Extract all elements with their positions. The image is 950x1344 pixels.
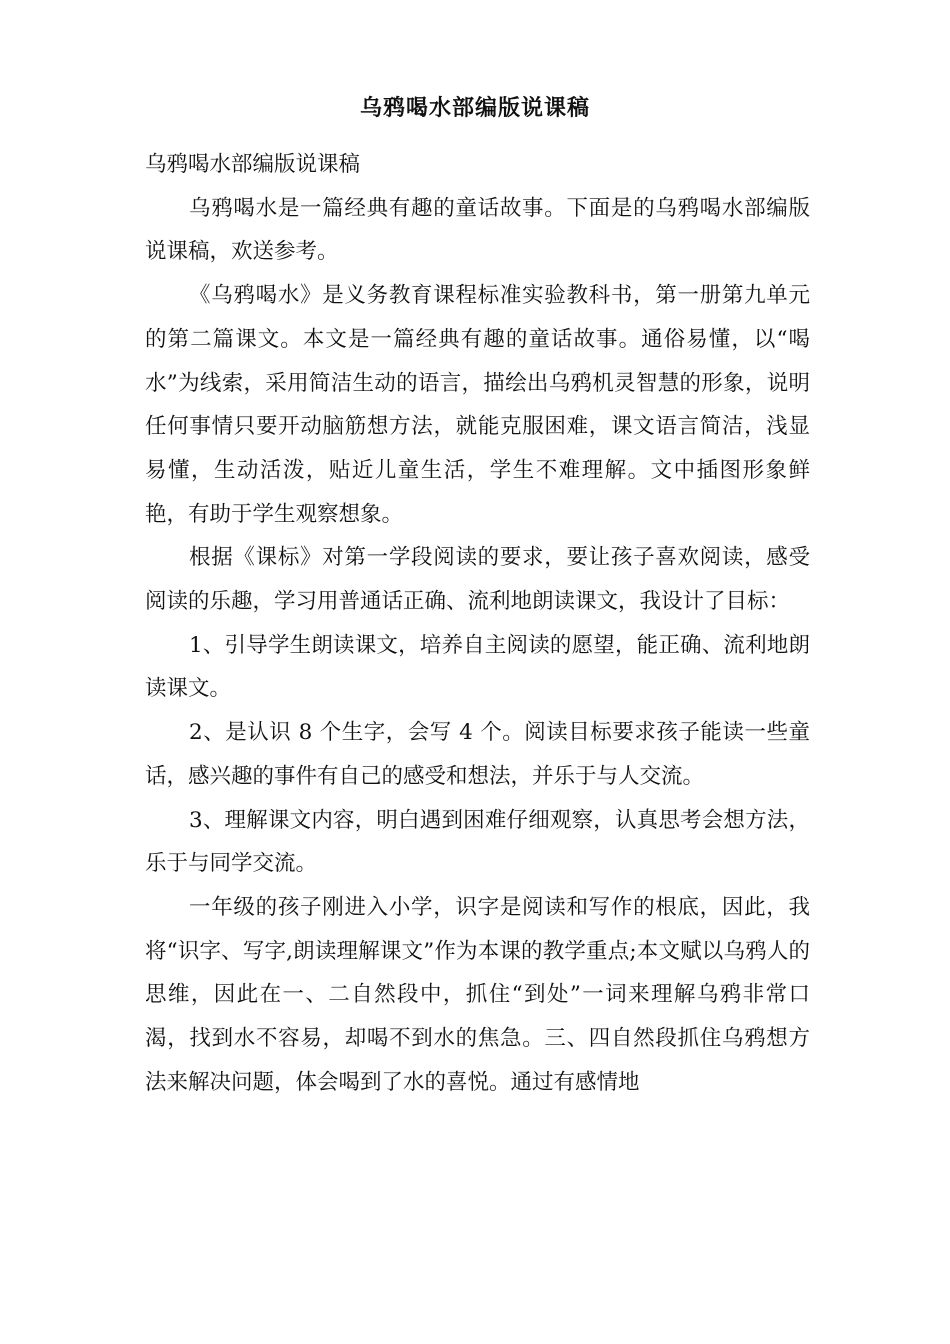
teaching-focus-paragraph: 一年级的孩子刚进入小学，识字是阅读和写作的根底，因此，我将“识字、写字,朗读理解课文”作为本课的教学重点;本文赋以乌鸦人的思维，因此在一、二自然段中，抓住“到处”一词来理解乌鸦非常口渴，找到水不容易，却喝不到水的焦急。三、四自然段抓住乌鸦想方法来解决问题，体会喝到了水的喜悦。通过有感情地 xyxy=(145,894,810,1095)
document-title: 乌鸦喝水部编版说课稿 xyxy=(359,96,590,121)
objectives-intro-paragraph: 根据《课标》对第一学段阅读的要求，要让孩子喜欢阅读，感受阅读的乐趣，学习用普通话正确、流利地朗读课文，我设计了目标： xyxy=(145,545,810,615)
objective-1-paragraph: 1、引导学生朗读课文，培养自主阅读的愿望，能正确、流利地朗读课文。 xyxy=(145,632,810,702)
intro-paragraph: 乌鸦喝水是一篇经典有趣的童话故事。下面是的乌鸦喝水部编版说课稿，欢送参考。 xyxy=(145,195,810,265)
objective-3-paragraph: 3、理解课文内容，明白遇到困难仔细观察，认真思考会想方法，乐于与同学交流。 xyxy=(145,807,810,877)
objective-2-paragraph: 2、是认识 8 个生字，会写 4 个。阅读目标要求孩子能读一些童话，感兴趣的事件有自己的感受和想法，并乐于与人交流。 xyxy=(145,720,810,789)
subtitle-paragraph: 乌鸦喝水部编版说课稿 xyxy=(145,152,361,177)
text-overview-paragraph: 《乌鸦喝水》是义务教育课程标准实验教科书，第一册第九单元的第二篇课文。本文是一篇经典有趣的童话故事。通俗易懂，以“喝水”为线索，采用简洁生动的语言，描绘出乌鸦机灵智慧的形象，说明任何事情只要开动脑筋想方法，就能克服困难，课文语言简洁，浅显易懂，生动活泼，贴近儿童生活，学生不难理解。文中插图形象鲜艳，有助于学生观察想象。 xyxy=(145,283,810,527)
document-body xyxy=(145,143,810,1104)
